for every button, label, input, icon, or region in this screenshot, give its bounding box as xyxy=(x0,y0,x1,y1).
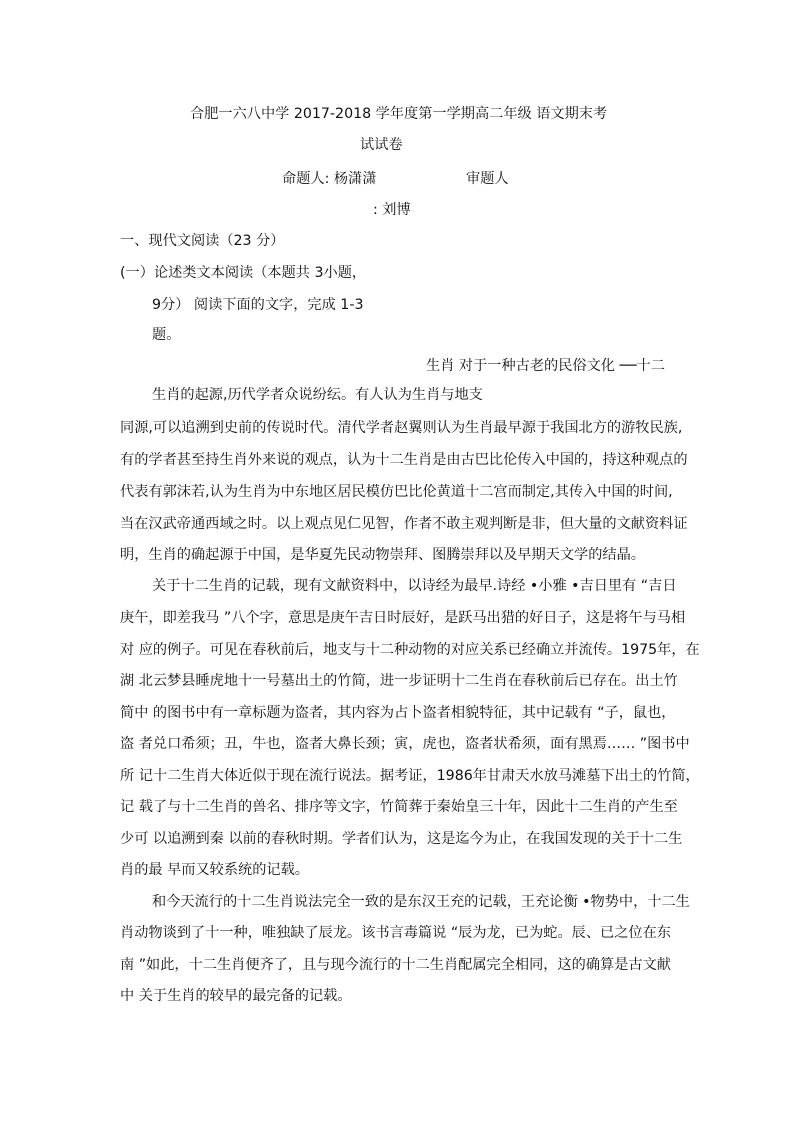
article-line: 肖动物谈到了十一种，唯独缺了辰龙。该书言毒篇说 “辰为龙，已为蛇。辰、已之位在东 xyxy=(120,925,671,941)
reviewer-label: 审题人 xyxy=(466,171,509,187)
article-line: 肖的最 早而又较系统的记载。 xyxy=(120,862,309,878)
article-line: 生肖的起源,历代学者众说纷纭。有人认为生肖与地支 xyxy=(152,387,483,403)
article-line: 记 载了与十二生肖的兽名、排序等文字，竹简葬于秦始皇三十年，因此十二生肖的产生至 xyxy=(120,799,678,815)
subsection-instruction-end: 题。 xyxy=(152,327,181,343)
article-line: 湖 北云梦县睡虎地十一号墓出土的竹简，进一步证明十二生肖在春秋前后已存在。出土竹 xyxy=(120,673,678,689)
exam-title: 合肥一六八中学 2017-2018 学年度第一学期高二年级 语文期末考 xyxy=(190,106,608,122)
article-title: 生肖 对于一种古老的民俗文化 ──十二 xyxy=(426,358,665,374)
article-line: 同源,可以追溯到史前的传说时代。清代学者赵翼则认为生肖最早源于我国北方的游牧民族, xyxy=(120,420,683,436)
article-line: 少可 以追溯到秦 以前的春秋时期。学者们认为，这是迄今为止，在我国发现的关于十二生 xyxy=(120,831,683,847)
section-heading: 一、现代文阅读（23 分） xyxy=(120,233,285,249)
subsection-instruction: 9分） 阅读下面的文字，完成 1-3 xyxy=(152,297,364,313)
article-line: 代表有郭沫若,认为生肖为中东地区居民模仿巴比伦黄道十二宫而制定,其传入中国的时间, xyxy=(120,484,673,500)
article-line: 南 ”如此，十二生肖便齐了，且与现今流行的十二生肖配属完全相同，这的确算是古文献 xyxy=(120,957,671,973)
article-line: 当在汉武帝通西域之时。以上观点见仁见智，作者不敢主观判断是非，但大量的文献资料证 xyxy=(120,516,688,532)
article-line: 盗 者兑口希须；丑，牛也，盗者大鼻长颈；寅，虎也，盗者状希须，面有黑焉…… ”图书中 xyxy=(120,736,690,752)
article-line: 明，生肖的确起源于中国，是华夏先民动物崇拜、图腾崇拜以及早期天文学的结晶。 xyxy=(120,547,645,563)
article-line: 关于十二生肖的记载，现有文献资料中，以诗经为最早.诗经 •小雅 •吉日里有 “吉日 xyxy=(152,578,677,594)
reviewer-name: : 刘博 xyxy=(373,202,411,218)
article-line: 庚午，即差我马 ”八个字，意思是庚午吉日时辰好，是跃马出猎的好日子，这是将午与马相 xyxy=(120,610,686,626)
article-line: 和今天流行的十二生肖说法完全一致的是东汉王充的记载，王充论衡 •物势中，十二生 xyxy=(152,894,690,910)
article-line: 对 应的例子。可见在春秋前后，地支与十二种动物的对应关系已经确立并流传。1975年，在 xyxy=(120,642,700,658)
article-line: 所 记十二生肖大体近似于现在流行说法。据考证，1986年甘肃天水放马滩墓下出土的竹简， xyxy=(120,768,700,784)
article-line: 中 关于生肖的较早的最完备的记载。 xyxy=(120,988,352,1004)
article-line: 简中 的图书中有一章标题为盗者，其内容为占卜盗者相貌特征，其中记载有 “子，鼠也， xyxy=(120,705,676,721)
exam-subtitle: 试试卷 xyxy=(360,137,403,153)
article-line: 有的学者甚至持生肖外来说的观点，认为十二生肖是由古巴比伦传入中国的，持这种观点的 xyxy=(120,452,688,468)
author-line: 命题人: 杨潇潇 xyxy=(282,171,377,187)
subsection-heading: (一）论述类文本阅读（本题共 3小题， xyxy=(120,265,367,281)
